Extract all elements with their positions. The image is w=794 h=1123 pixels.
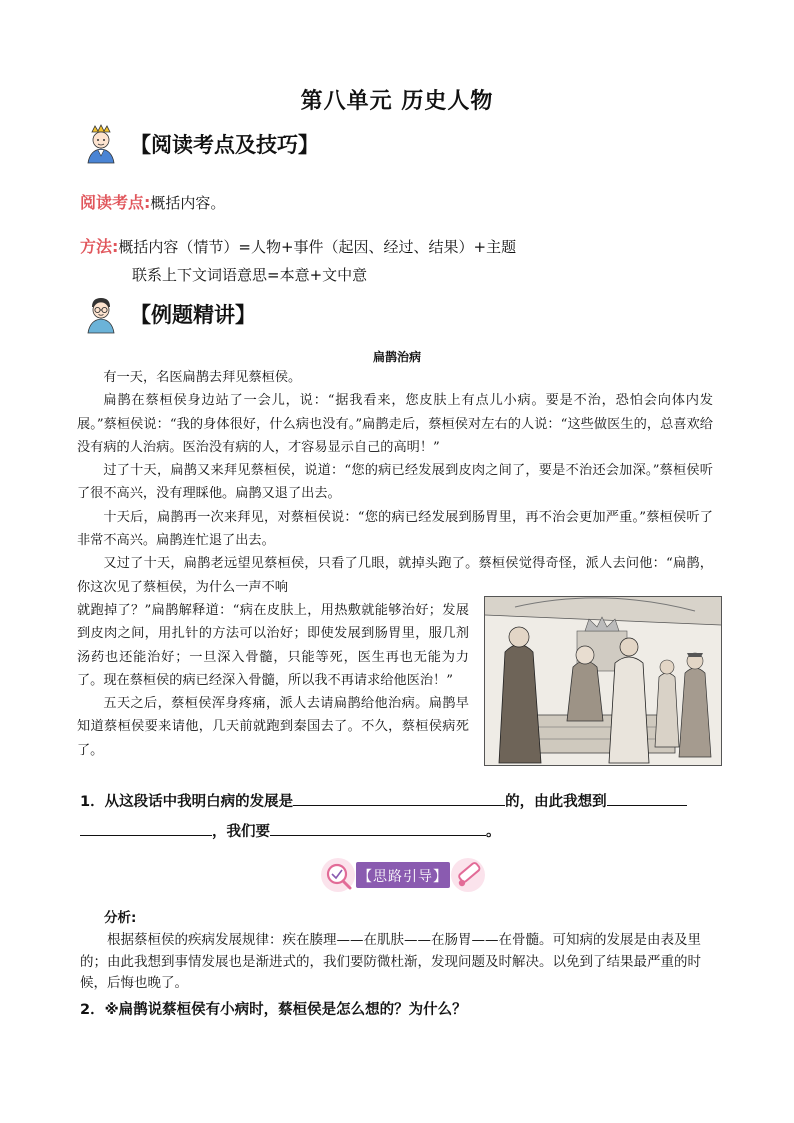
question-number: 1． xyxy=(80,794,105,810)
answer-blank[interactable] xyxy=(80,821,212,836)
method-label: 方法: xyxy=(80,237,119,256)
guide-label: 【思路引导】 xyxy=(358,869,448,885)
section-heading: 【例题精讲】 xyxy=(130,303,256,327)
boy-with-glasses-avatar-icon xyxy=(80,293,122,335)
question-text: 从这段话中我明白病的发展是 xyxy=(104,794,294,810)
question-text: 的，由此我想到 xyxy=(505,794,607,810)
analysis-text: 根据蔡桓侯的疾病发展规律：疾在腠理——在肌肤——在肠胃——在骨髓。可知病的发展是由表及里的；由此我想到事情发展也是渐进式的，我们要防微杜渐，发现问题及时解决。以免到了结果最严重的时候，后悔也晚了。 xyxy=(80,932,701,991)
prince-avatar-icon xyxy=(80,123,122,165)
story-paragraph: 十天后，扁鹊再一次来拜见，对蔡桓侯说：“您的病已经发展到肠胃里，再不治会更加严重。”蔡桓侯听了非常不高兴。扁鹊连忙退了出去。 xyxy=(77,509,713,549)
section-heading: 【阅读考点及技巧】 xyxy=(130,133,319,157)
section-reading-tips-header xyxy=(80,123,319,165)
story-paragraph: 又过了十天，扁鹊老远望见蔡桓侯，只看了几眼，就掉头跑了。蔡桓侯觉得奇怪，派人去问他：“扁鹊，你这次见了蔡桓侯，为什么一声不响 xyxy=(77,556,713,595)
reading-point-text: 概括内容。 xyxy=(150,194,226,212)
question-text: ，我们要 xyxy=(212,824,270,840)
method-line-2: 联系上下文词语意思=本意+文中意 xyxy=(132,266,368,284)
answer-blank[interactable] xyxy=(270,821,486,836)
method-line-1 xyxy=(80,234,516,257)
story-paragraph: 有一天，名医扁鹊去拜见蔡桓侯。 xyxy=(103,370,302,385)
reading-point-label: 阅读考点: xyxy=(80,193,151,212)
analysis-label: 分析: xyxy=(104,910,137,926)
answer-blank[interactable] xyxy=(293,791,505,806)
question-1-line-1 xyxy=(80,790,687,811)
thinking-guide-banner xyxy=(318,854,488,896)
court-scene-drawing xyxy=(485,597,721,765)
story-paragraph: 五天之后，蔡桓侯浑身疼痛，派人去请扁鹊给他治病。扁鹊早知道蔡桓侯要来请他，几天前就跑到秦国去了。不久，蔡桓侯病死了。 xyxy=(77,696,469,758)
section-examples-header xyxy=(80,293,256,335)
question-text: 。 xyxy=(486,824,501,840)
answer-blank[interactable] xyxy=(607,791,687,806)
method-text-1: 概括内容（情节）=人物+事件（起因、经过、结果）+主题 xyxy=(118,238,517,256)
page-title: 第八单元 历史人物 xyxy=(300,89,494,114)
reading-point-line xyxy=(80,190,225,213)
story-title: 扁鹊治病 xyxy=(372,350,421,364)
story-paragraph: 扁鹊在蔡桓侯身边站了一会儿，说：“据我看来，您皮肤上有点儿小病。要是不治，恐怕会向体内发展。”蔡桓侯说：“我的身体很好，什么病也没有。”扁鹊走后，蔡桓侯对左右的人说：“这些做医生的，总喜欢给没有病的人治病。医治没有病的人，才容易显示自己的高明！” xyxy=(77,393,713,455)
story-body-top xyxy=(77,366,713,599)
story-paragraph: 就跑掉了？”扁鹊解释道：“病在皮肤上，用热敷就能够治好；发展到皮肉之间，用扎针的方法可以治好；即使发展到肠胃里，服几剂汤药也还能治好；一旦深入骨髓，只能等死，医生再也无能为力了。现在蔡桓侯的病已经深入骨髓，所以我不再请求给他医治！” xyxy=(77,603,469,688)
question-2: 2．※扁鹊说蔡桓侯有小病时，蔡桓侯是怎么想的？为什么？ xyxy=(80,1002,467,1018)
story-body-bottom xyxy=(77,599,469,762)
story-illustration xyxy=(484,596,722,766)
story-paragraph: 过了十天，扁鹊又来拜见蔡桓侯，说道：“您的病已经发展到皮肉之间了，要是不治还会加深。”蔡桓侯听了很不高兴，没有理睬他。扁鹊又退了出去。 xyxy=(77,463,713,502)
question-1-line-2 xyxy=(80,820,501,841)
